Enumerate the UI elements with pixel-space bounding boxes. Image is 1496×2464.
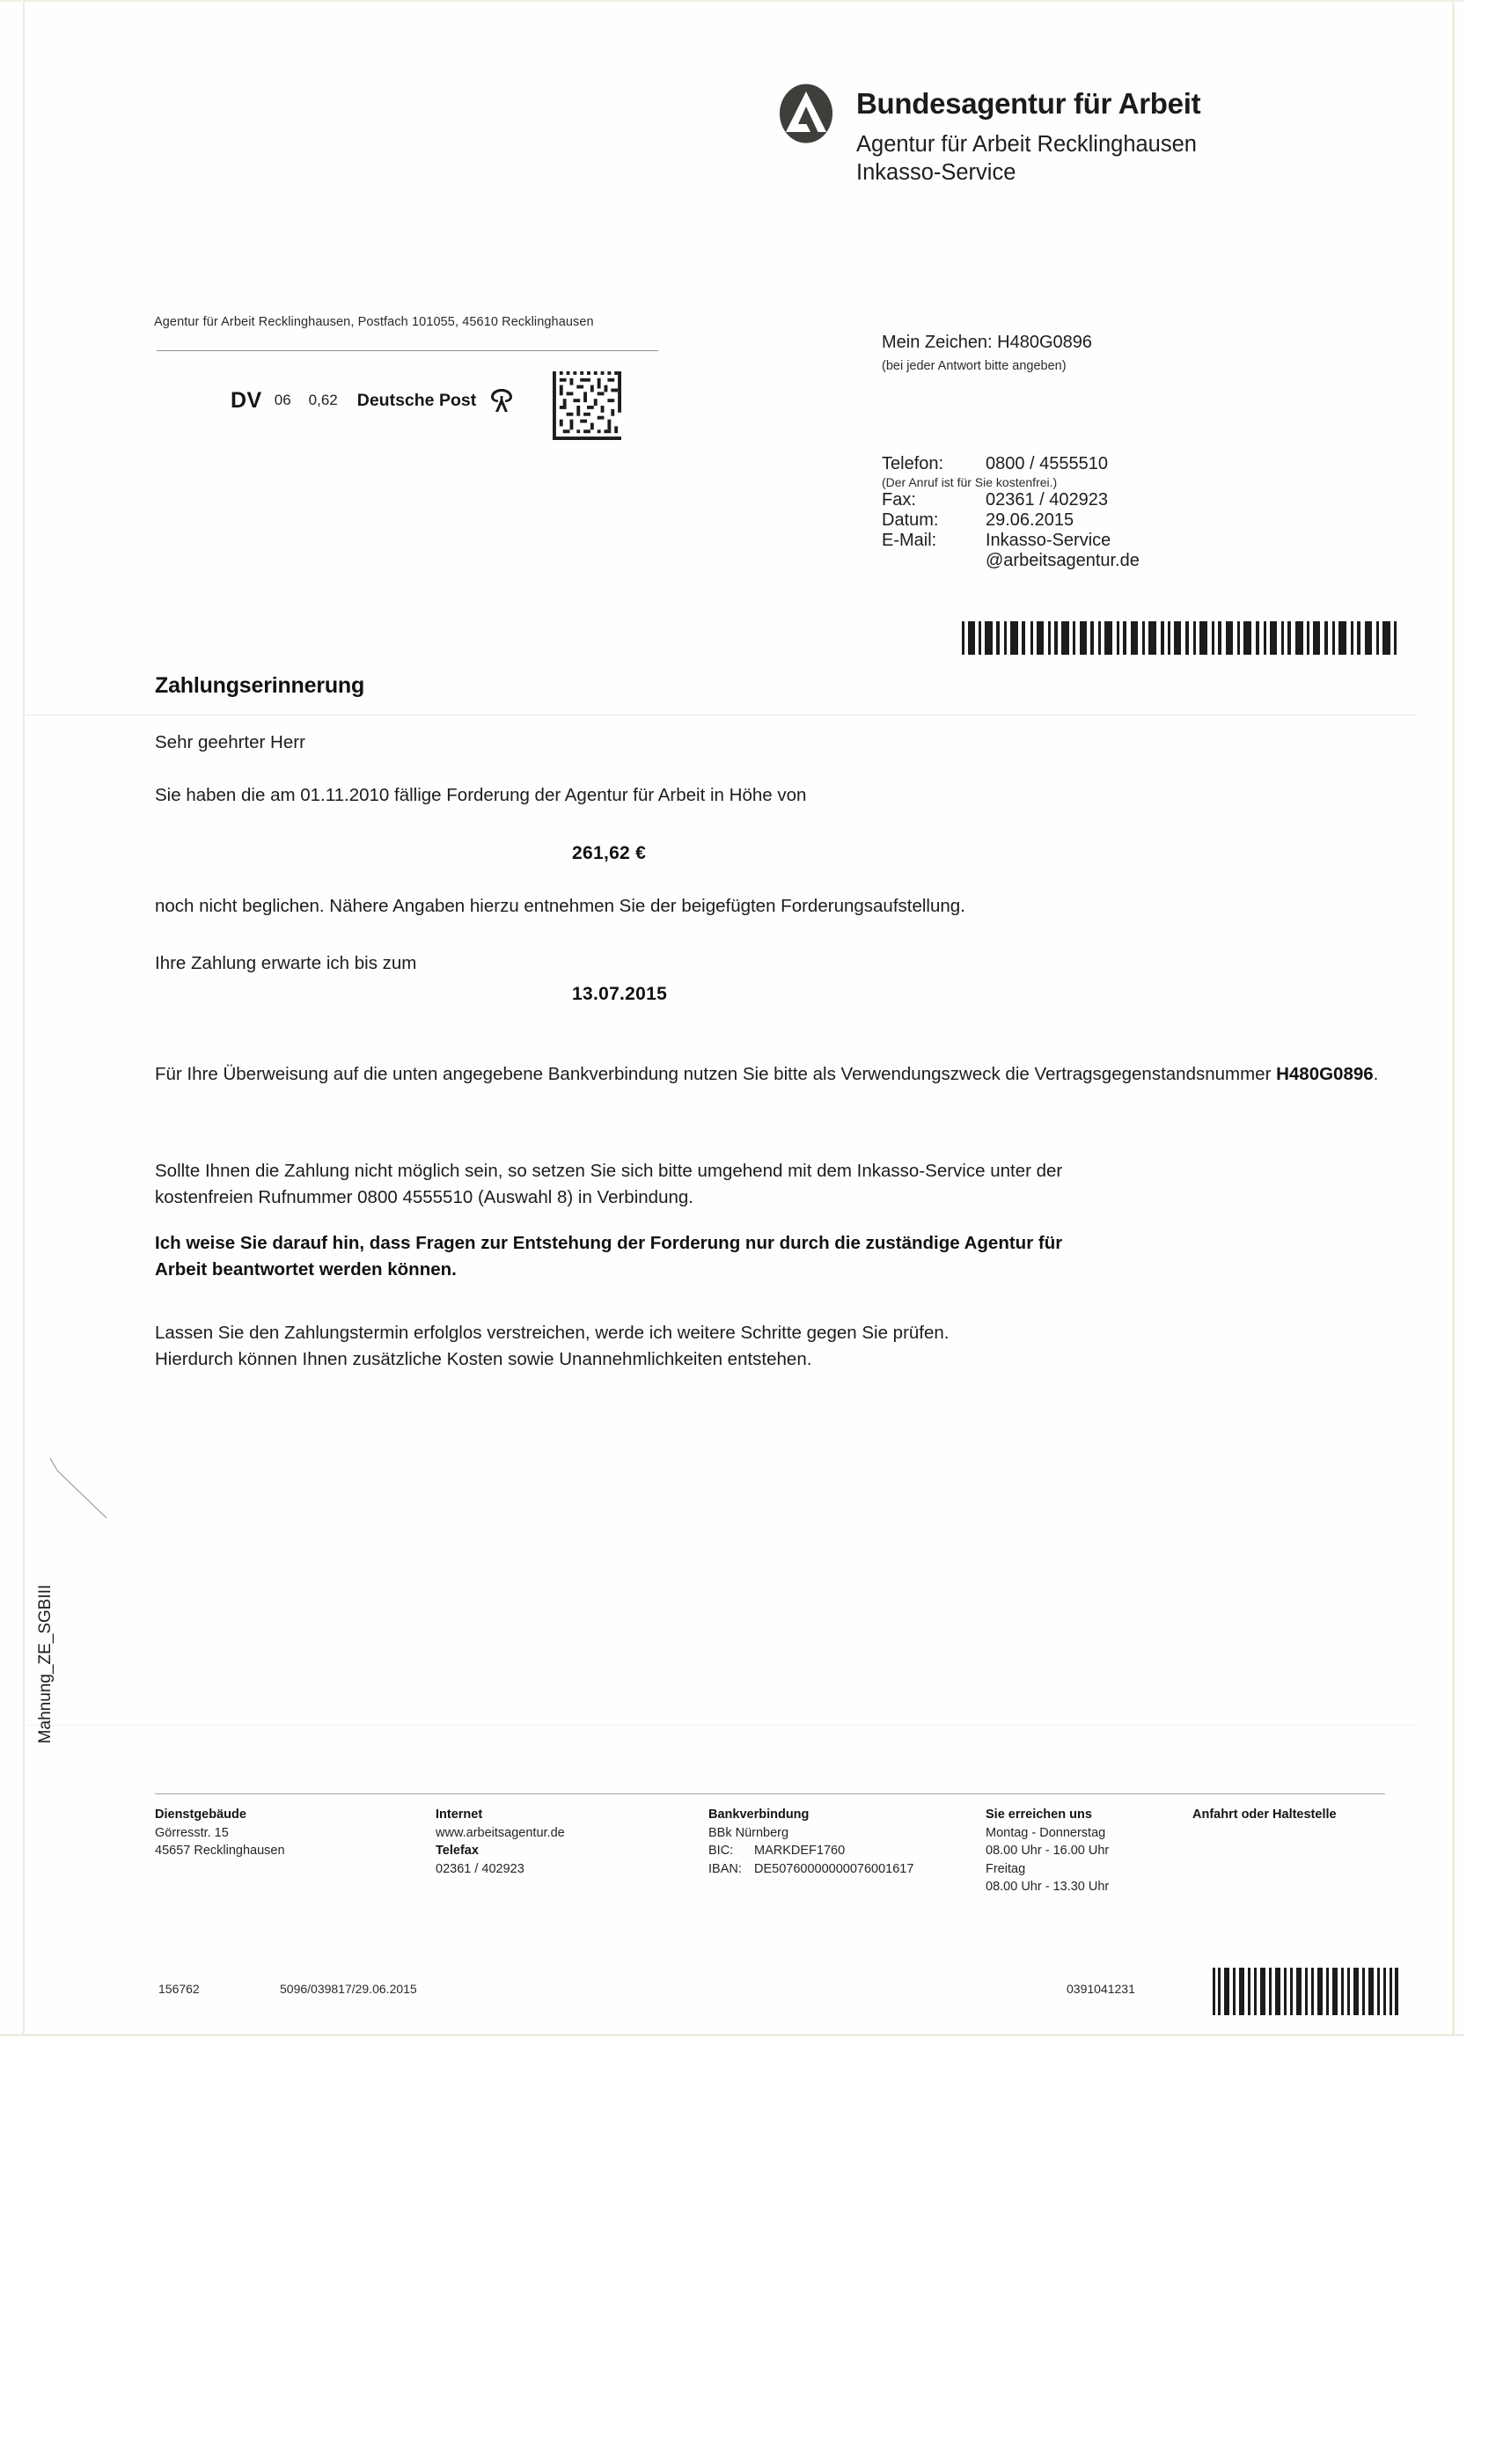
footer-bic-row [708, 1842, 913, 1860]
code39-barcode-icon [962, 621, 1397, 655]
paragraph-transfer-text: Für Ihre Überweisung auf die unten angegebene Bankverbindung nutzen Sie bitte als Verwendungszweck die Vertragsgegenstandsnummer [155, 1064, 1277, 1084]
paper-crease-mark [48, 1456, 112, 1522]
footer-iban-row [708, 1860, 913, 1879]
contact-row-phone [882, 454, 1140, 474]
footer-hours-days-2: Freitag [986, 1861, 1026, 1876]
reference-number: Mein Zeichen: H480G0896 [882, 333, 1093, 352]
footer-hours-days-1: Montag - Donnerstag [986, 1825, 1106, 1840]
footer-column-bank [708, 1806, 913, 1878]
footer-bank-head: Bankverbindung [708, 1808, 810, 1822]
scan-seam [26, 1725, 1417, 1726]
bottom-batch-reference: 5096/039817/29.06.2015 [280, 1982, 417, 1996]
email-label: E-Mail: [882, 531, 937, 550]
paragraph-contact-line-2: kostenfreien Rufnummer 0800 4555510 (Auswahl 8) in Verbindung. [155, 1186, 693, 1207]
paragraph-transfer [155, 1061, 1387, 1088]
footer-column-hours [986, 1806, 1109, 1896]
paragraph-notice-line-2: Arbeit beantwortet werden können. [155, 1258, 457, 1280]
paragraph-warning-line-2: Hierdurch können Ihnen zusätzliche Kosten sowie Unannehmlichkeiten entstehen. [155, 1348, 812, 1369]
date-value: 29.06.2015 [986, 510, 1074, 530]
payment-deadline: 13.07.2015 [572, 984, 668, 1004]
footer-column-office [155, 1806, 285, 1860]
letter-intro: Sie haben die am 01.11.2010 fällige Forderung der Agentur für Arbeit in Höhe von [155, 785, 807, 805]
footer-iban-label: IBAN: [708, 1861, 742, 1876]
footer-office-head: Dienstgebäude [155, 1808, 246, 1822]
letter-subject: Zahlungserinnerung [155, 673, 365, 698]
code39-barcode-icon [1213, 1968, 1399, 2015]
contact-block [882, 454, 1140, 571]
footer-directions-head: Anfahrt oder Haltestelle [1192, 1808, 1337, 1822]
page-edge-right [1452, 0, 1455, 2035]
paragraph-notice [155, 1230, 1387, 1282]
contact-row-date [882, 510, 1140, 531]
paragraph-warning [155, 1320, 1387, 1372]
footer-telefax-head: Telefax [436, 1844, 479, 1859]
paragraph-notice-line-1: Ich weise Sie darauf hin, dass Fragen zur Entstehung der Forderung nur durch die zuständige Agentur für [155, 1233, 1063, 1253]
footer-internet-head: Internet [436, 1808, 483, 1822]
footer-hours-time-1: 08.00 Uhr - 16.00 Uhr [986, 1844, 1110, 1859]
contract-reference-number: H480G0896 [1276, 1064, 1374, 1084]
postal-indicia [231, 385, 517, 415]
paragraph-transfer-period: . [1373, 1064, 1379, 1084]
letter-salutation: Sehr geehrter Herr [155, 732, 305, 752]
letter-unpaid-note: noch nicht beglichen. Nähere Angaben hierzu entnehmen Sie der beigefügten Forderungsaufstellung. [155, 896, 965, 916]
email-value-continued: @arbeitsagentur.de [986, 551, 1140, 570]
footer-bic-label: BIC: [708, 1844, 734, 1859]
bundesagentur-logo-icon [779, 84, 833, 143]
organization-department: Inkasso-Service [856, 160, 1016, 186]
reference-note: (bei jeder Antwort bitte angeben) [882, 359, 1067, 373]
bottom-reference-number: 156762 [158, 1982, 200, 1996]
page-edge-top [0, 0, 1463, 2]
footer-iban-value: DE50760000000076001617 [754, 1861, 914, 1876]
sender-address-line: Agentur für Arbeit Recklinghausen, Postfach 101055, 45610 Recklinghausen [154, 315, 594, 329]
paragraph-warning-line-1: Lassen Sie den Zahlungstermin erfolglos verstreichen, werde ich weitere Schritte gegen Sie prüfen. [155, 1323, 950, 1343]
fax-label: Fax: [882, 490, 916, 510]
post-horn-icon [487, 385, 517, 415]
email-value: Inkasso-Service [986, 531, 1111, 550]
phone-value: 0800 / 4555510 [986, 454, 1109, 473]
footer-bic-value: MARKDEF1760 [754, 1844, 846, 1859]
letterhead [779, 84, 1200, 187]
footer-telefax-value: 02361 / 402923 [436, 1861, 524, 1876]
data-matrix-icon [553, 371, 621, 440]
document-form-label: Mahnung_ZE_SGBIII [36, 1584, 55, 1744]
paragraph-contact-line-1: Sollte Ihnen die Zahlung nicht möglich sein, so setzen Sie sich bitte umgehend mit dem Inkasso-Service unter der [155, 1161, 1063, 1181]
footer-website: www.arbeitsagentur.de [436, 1825, 565, 1840]
footer-column-internet [436, 1806, 565, 1878]
footer-divider [155, 1793, 1385, 1794]
organization-name: Bundesagentur für Arbeit [856, 87, 1201, 120]
indicia-zone: 06 [274, 392, 291, 408]
contact-row-fax [882, 490, 1140, 510]
indicia-carrier: Deutsche Post [356, 390, 477, 410]
indicia-mark: DV [231, 387, 262, 413]
phone-note: (Der Anruf ist für Sie kostenfrei.) [882, 475, 1058, 489]
paragraph-contact [155, 1158, 1387, 1210]
claim-amount: 261,62 € [572, 843, 647, 863]
phone-label: Telefon: [882, 454, 944, 473]
footer-column-directions [1192, 1806, 1337, 1824]
footer-bank-name: BBk Nürnberg [708, 1825, 789, 1840]
date-label: Datum: [882, 510, 939, 530]
footer-office-street: Görresstr. 15 [155, 1825, 229, 1840]
organization-branch: Agentur für Arbeit Recklinghausen [856, 131, 1197, 157]
reference-block [882, 333, 1092, 373]
contact-row-email [882, 531, 1140, 551]
footer-hours-head: Sie erreichen uns [986, 1808, 1092, 1822]
page-edge-left [23, 0, 25, 2035]
page-edge-bottom [0, 2034, 1463, 2036]
letter-expect-line: Ihre Zahlung erwarte ich bis zum [155, 953, 417, 973]
footer-hours-time-2: 08.00 Uhr - 13.30 Uhr [986, 1880, 1110, 1895]
fax-value: 02361 / 402923 [986, 490, 1109, 510]
bottom-document-number: 0391041231 [1067, 1982, 1135, 1996]
footer-office-city: 45657 Recklinghausen [155, 1844, 285, 1859]
sender-divider [157, 350, 658, 351]
indicia-price: 0,62 [308, 392, 338, 408]
